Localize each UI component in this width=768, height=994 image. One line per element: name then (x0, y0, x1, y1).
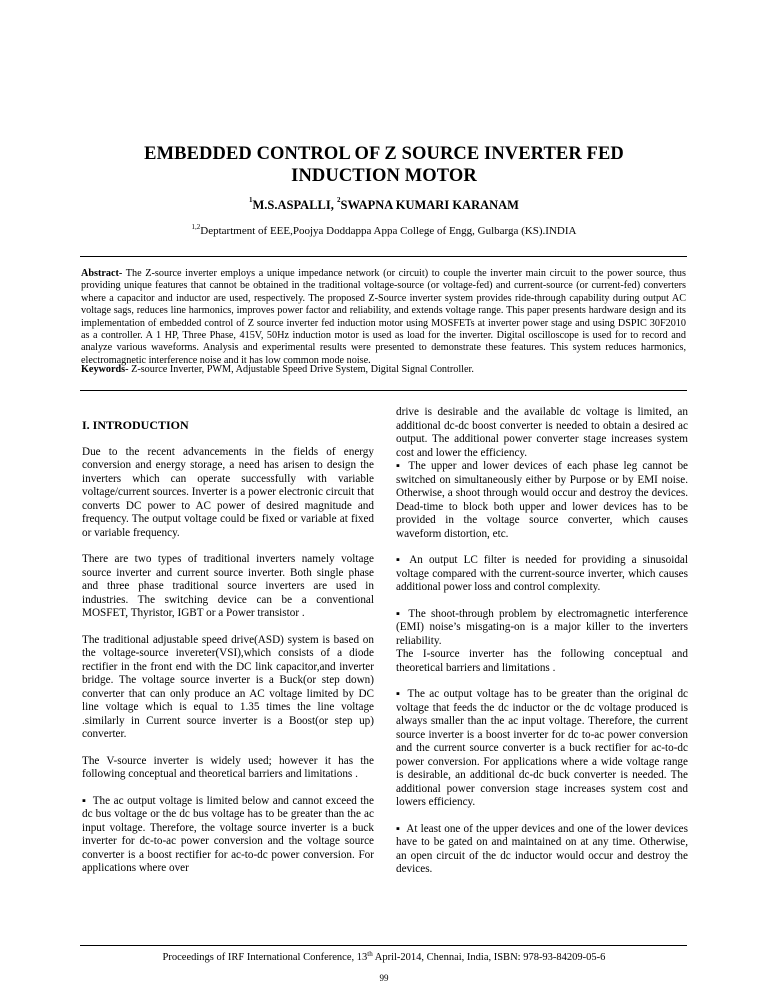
right-paragraph-i-source: The I-source inverter has the following conceptual and theoretical barriers and limitations . (396, 648, 688, 674)
bullet-lc-filter: ▪ An output LC filter is needed for providing a sinusoidal voltage compared with the current-source inverter, which causes additional power loss and control complexity. (396, 554, 688, 595)
abstract-top-rule (80, 256, 687, 257)
left-column (82, 401, 374, 876)
abstract-text: The Z-source inverter employs a unique impedance network (or circuit) to couple the inverter main circuit to the power source, thus providing unique features that cannot be obtained in the traditional voltage-source (or voltage-fed) and current-source (or current-fed) converters where a capacitor and inductor are used, respectively. The proposed Z-Source inverter system provides ride-through capability during output AC voltage sags, reduces line harmonics, improves power factor and reliability, and extends voltage range. This paper presents hardware design and its implementation of embedded control of Z source inverter fed induction motor using MOSFETs at inverter power stage and using DSPIC 30F2010 as a controller. A 1 HP, Three Phase, 415V, 50Hz induction motor is used as load for the inverter. Digital oscilloscope is used for to record and analyze various waveforms. Analysis and experimental results were presented to demonstrate these features. This system reduces harmonics, electromagnetic interference noise and it has low common mode noise. (81, 268, 686, 366)
right-paragraph-continuation: drive is desirable and the available dc voltage is limited, an additional dc-dc boost converter is needed to obtain a desired ac output. The additional power converter stage increases system cost and lower the efficiency. (396, 406, 688, 459)
author-1-superscript: 1 (249, 196, 253, 204)
footer-rule (80, 945, 687, 946)
abstract (81, 268, 686, 367)
bullet-ac-output-limited: ▪ The ac output voltage is limited below and cannot exceed the dc bus voltage or the dc bus voltage has to be greater than the ac input voltage. Therefore, the voltage source inverter is a buck inverter for dc-to-ac power conversion and the voltage source converter is a boost rectifier for ac-to-dc power conversion. For applications where over (82, 795, 374, 876)
author-1-name: M.S.ASPALLI, (252, 198, 338, 212)
proceedings-footer (0, 952, 768, 963)
bullet-ac-output-greater: ▪ The ac output voltage has to be greater than the original dc voltage that feeds the dc inductor or the dc voltage produced is always smaller than the ac input voltage. Therefore, the current source inverter is a boost inverter for dc to-ac power conversion and the current source converter is a buck rectifier for ac-to-dc power conversion. For applications where a wide voltage range is desirable, an additional dc-dc buck converter is needed. The additional power conversion stage increases system cost and lowers efficiency. (396, 688, 688, 810)
footer-text-pre: Proceedings of IRF International Conference, 13 (162, 952, 368, 963)
affiliation-text: Deptartment of EEE,Poojya Doddappa Appa College of Engg, Gulbarga (KS).INDIA (200, 225, 577, 237)
bullet-emi-noise: ▪ The shoot-through problem by electromagnetic interference (EMI) noise’s misgating-on is a major killer to the inverters reliability. (396, 608, 688, 649)
bullet-upper-lower-devices: ▪ At least one of the upper devices and one of the lower devices have to be gated on and maintained on at any time. Otherwise, an open circuit of the dc inductor would occur and destroy the devices. (396, 823, 688, 877)
bullet-shoot-through-devices: ▪ The upper and lower devices of each phase leg cannot be switched on simultaneously either by Purpose or by EMI noise. Otherwise, a shoot through would occur and destroy the devices. Dead-time to block both upper and lower devices has to be provided in the voltage source converter, which causes waveform distortion, etc. (396, 460, 688, 541)
section-heading-introduction: I. INTRODUCTION (82, 418, 189, 432)
intro-paragraph-2: There are two types of traditional inverters namely voltage source inverter and current source inverter. Both single phase and three phase traditional source inverters are used in industries. The switching device can be a conventional MOSFET, Thyristor, IGBT or a Power transistor . (82, 553, 374, 619)
keywords-label: Keywords- (81, 364, 129, 375)
abstract-label: Abstract- (81, 268, 123, 279)
keywords-text: Z-source Inverter, PWM, Adjustable Speed Drive System, Digital Signal Controller. (128, 364, 474, 375)
footer-text-post: April-2014, Chennai, India, ISBN: 978-93-84209-05-6 (372, 952, 606, 963)
footer-superscript: th (367, 950, 373, 958)
author-line (0, 198, 768, 213)
keywords (81, 364, 686, 376)
intro-paragraph-4: The V-source inverter is widely used; however it has the following conceptual and theoretical barriers and limitations . (82, 754, 374, 780)
abstract-bottom-rule (80, 390, 687, 391)
paper-title: EMBEDDED CONTROL OF Z SOURCE INVERTER FED INDUCTION MOTOR (144, 144, 624, 186)
intro-paragraph-3: The traditional adjustable speed drive(ASD) system is based on the voltage-source invereter(VSI),which consists of a diode rectifier in the front end with the DC link capacitor,and inverter bridge. The voltage source inverter is a Buck(or step down) converter that can only produce an AC voltage limited by DC line voltage which is equal to 1.35 times the line voltage .similarly in Current source inverter is a Boost(or step up) converter. (82, 633, 374, 740)
author-2-superscript: 2 (337, 196, 341, 204)
affiliation (0, 225, 768, 237)
intro-paragraph-1: Due to the recent advancements in the fields of energy conversion and energy storage, a need has arisen to design the inverters which can operate successfully with variable voltage/current sources. Inverter is a power electronic circuit that converts DC power to AC power of desired magnitude and frequency. The output voltage could be fixed or variable at fixed or variable frequency. (82, 445, 374, 539)
page-number: 99 (379, 973, 389, 983)
right-column (396, 406, 688, 877)
author-2-name: SWAPNA KUMARI KARANAM (340, 198, 519, 212)
affiliation-superscript: 1,2 (191, 223, 201, 231)
